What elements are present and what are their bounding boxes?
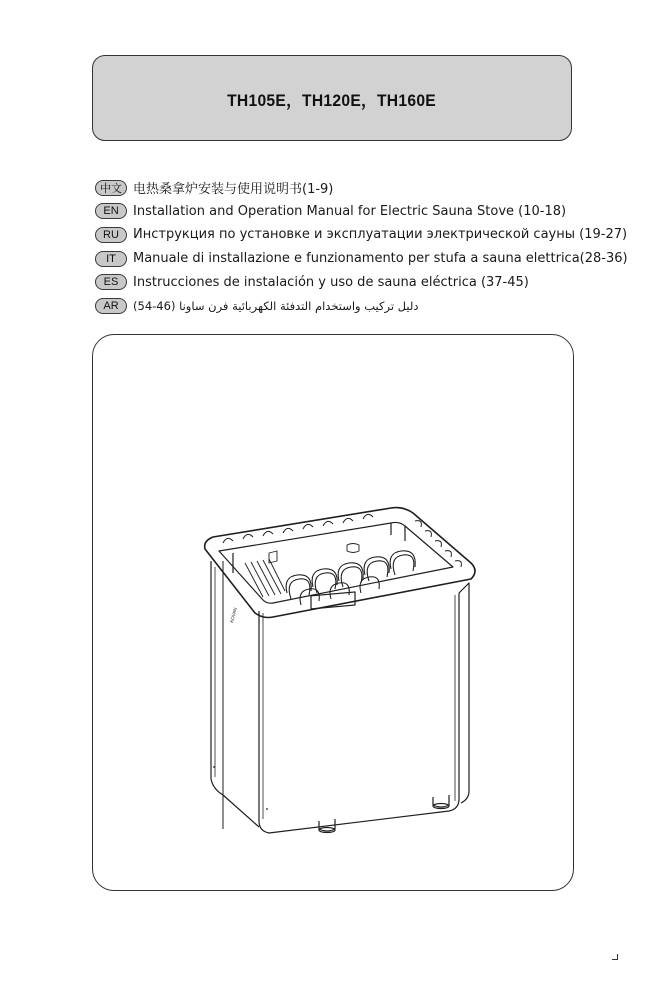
language-badge-ar: AR xyxy=(95,298,127,314)
language-row-ar[interactable] xyxy=(95,294,628,318)
language-row-ru[interactable] xyxy=(95,223,628,247)
title-box xyxy=(92,55,572,141)
language-title-en: Installation and Operation Manual for Electric Sauna Stove (10-18) xyxy=(133,203,567,219)
language-title-es: Instrucciones de instalación y uso de sauna eléctrica (37-45) xyxy=(133,274,529,290)
stove-brand-label: KOVAN xyxy=(229,607,238,624)
product-image-frame xyxy=(92,334,574,891)
language-title-ru: Инструкция по установке и эксплуатации электрической сауны (19-27) xyxy=(133,227,628,243)
language-badge-es: ES xyxy=(95,274,127,290)
language-badge-ru: RU xyxy=(95,227,127,243)
language-row-es[interactable] xyxy=(95,270,628,294)
language-row-zh[interactable] xyxy=(95,176,628,200)
language-index xyxy=(95,176,628,318)
language-row-en[interactable] xyxy=(95,200,628,224)
language-badge-zh: 中文 xyxy=(95,180,127,196)
language-title-zh: 电热桑拿炉安装与使用说明书(1-9) xyxy=(133,182,334,198)
language-title-ar: دليل تركيب واستخدام التدفئة الكهربائية فرن ساونا (46-54) xyxy=(133,298,419,313)
sauna-stove-illustration xyxy=(93,335,575,892)
language-badge-en: EN xyxy=(95,203,127,219)
language-title-it: Manuale di installazione e funzionamento per stufa a sauna elettrica(28-36) xyxy=(133,251,628,267)
page-corner-mark xyxy=(612,954,618,960)
language-row-it[interactable] xyxy=(95,247,628,271)
model-title: TH105E，TH120E，TH160E xyxy=(227,90,437,110)
language-badge-it: IT xyxy=(95,251,127,267)
